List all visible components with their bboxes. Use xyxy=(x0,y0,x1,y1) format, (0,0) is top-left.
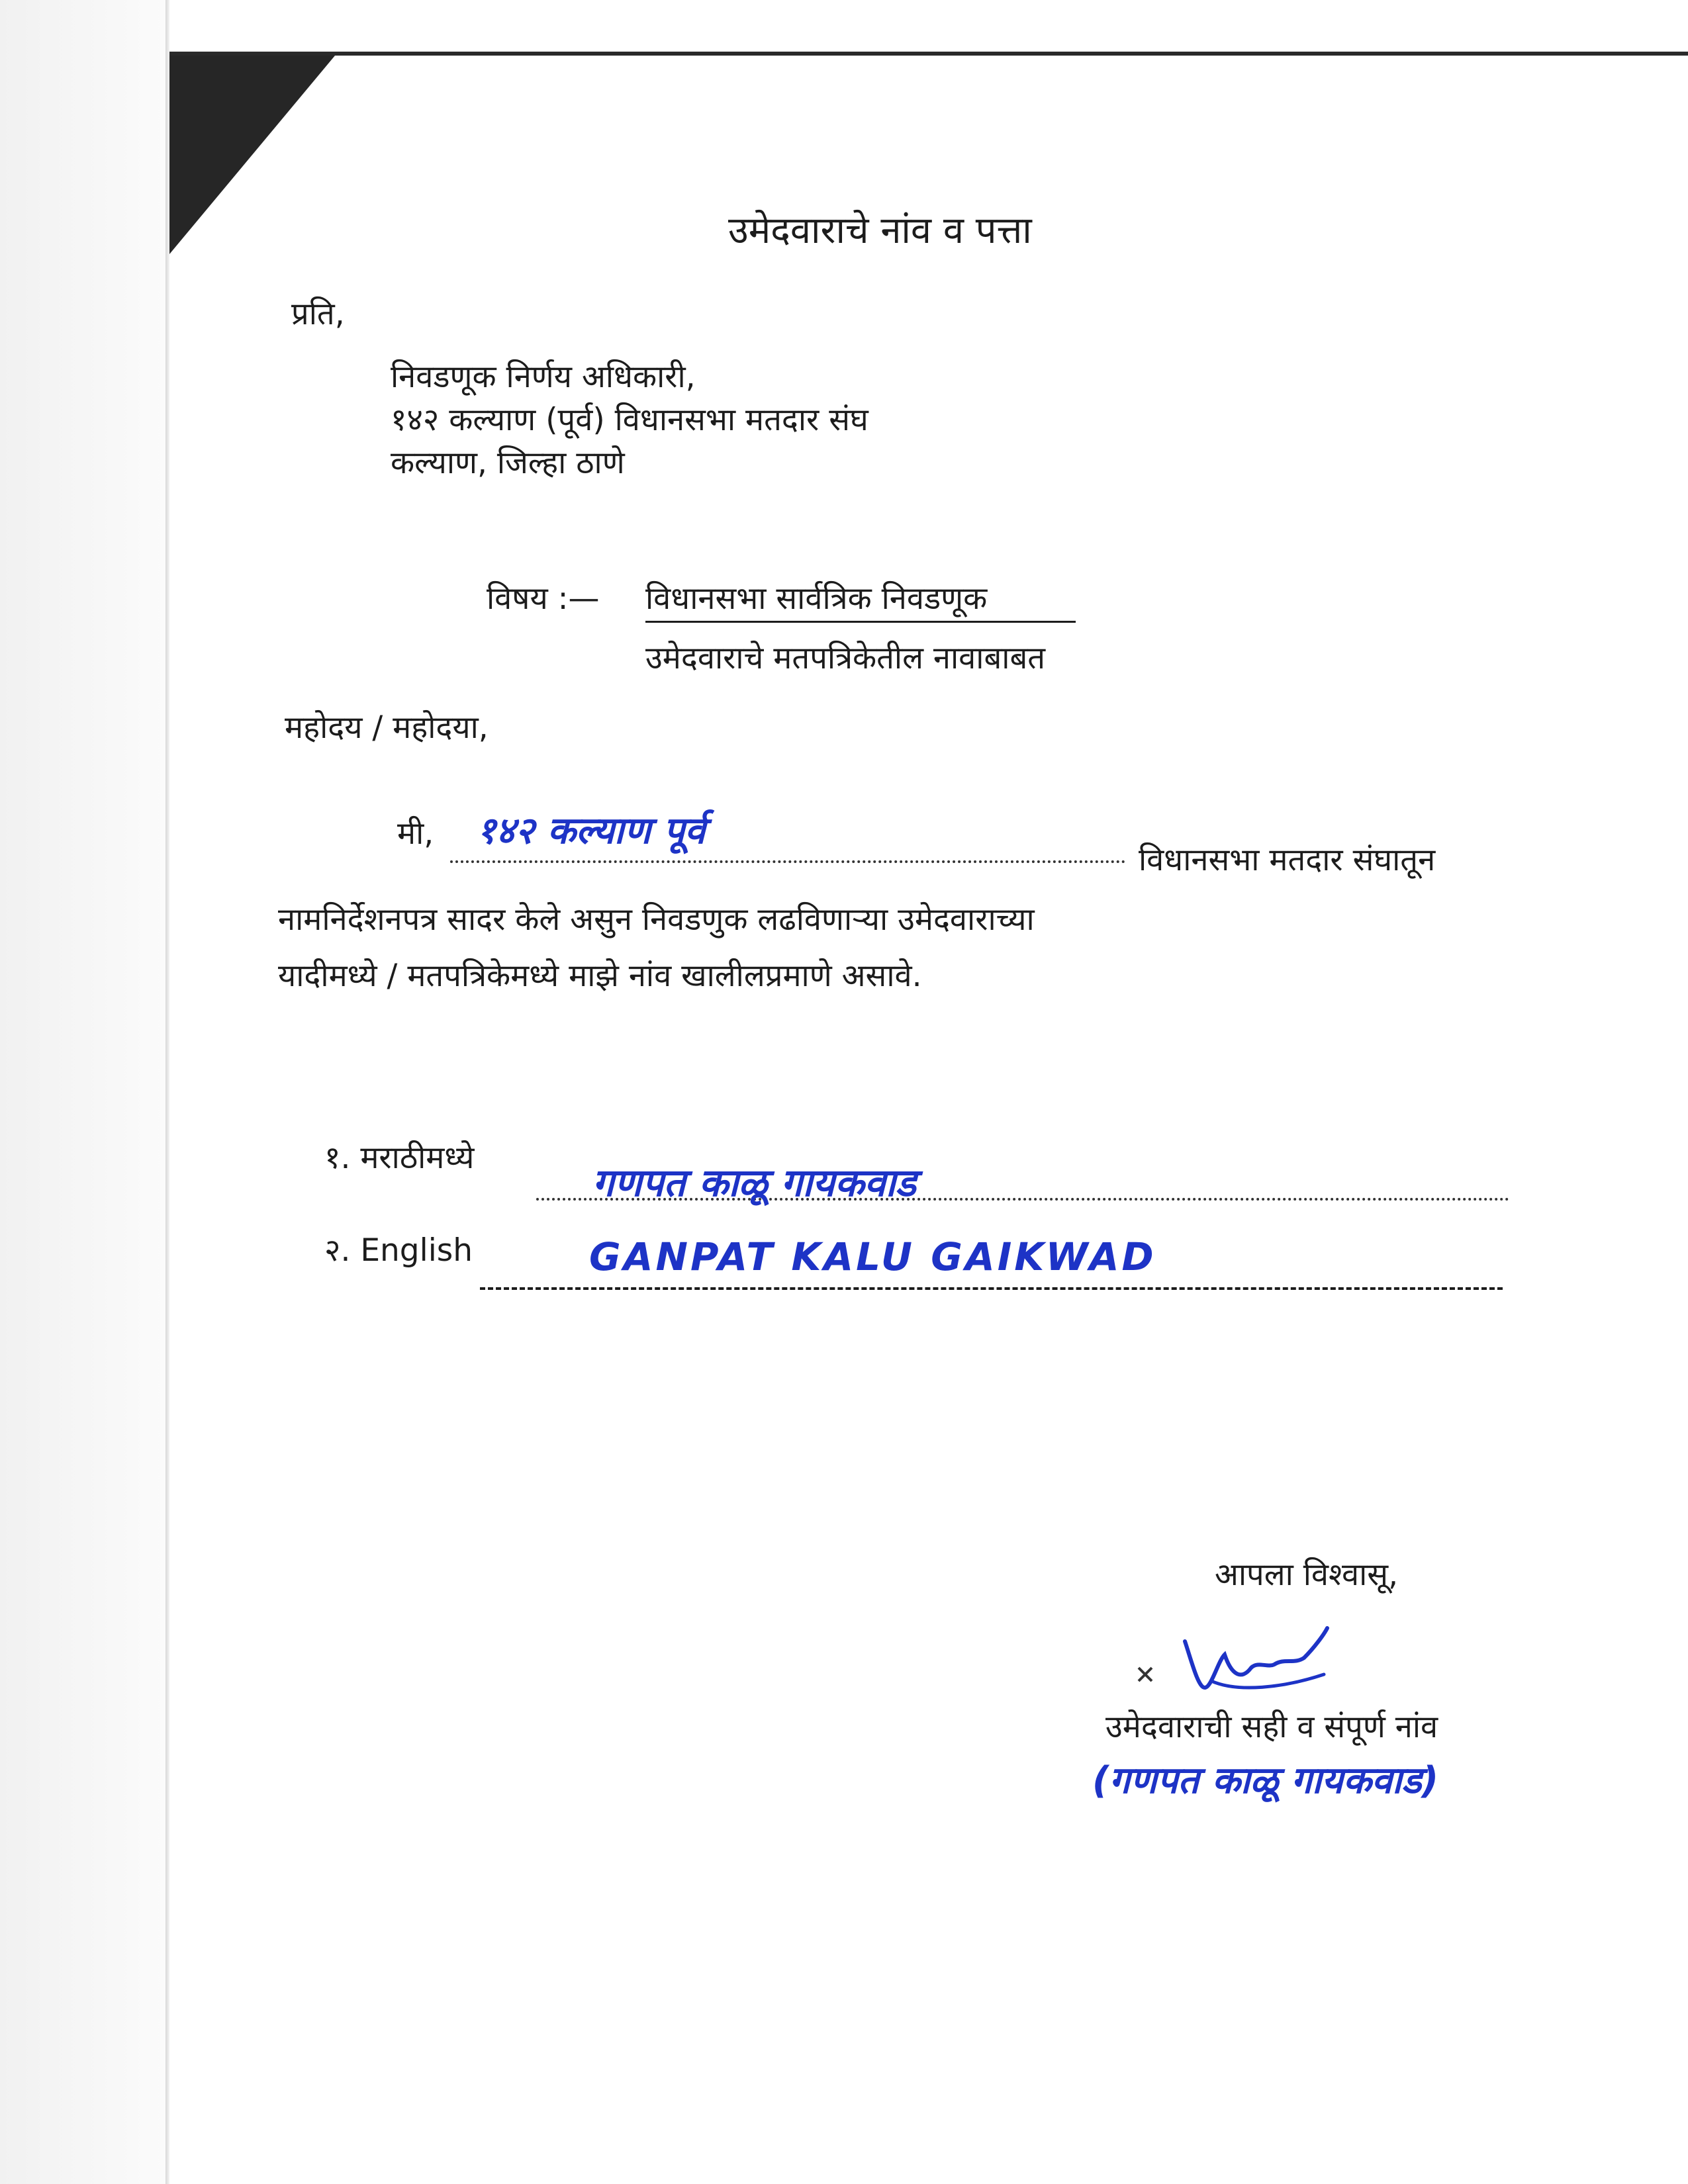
name-english-handwritten: GANPAT KALU GAIKWAD xyxy=(589,1234,1156,1279)
name-marathi-handwritten: गणपत काळू गायकवाड xyxy=(592,1160,916,1205)
subject-line-1: विधानसभा सार्वत्रिक निवडणूक xyxy=(645,580,988,617)
folded-corner xyxy=(169,56,335,254)
salutation: प्रति, xyxy=(291,296,345,332)
name-english-label: २. English xyxy=(324,1232,473,1269)
body-line-3: यादीमध्ये / मतपत्रिकेमध्ये माझे नांव खालीलप्रमाणे असावे. xyxy=(278,958,922,994)
body-prefix: मी, xyxy=(397,815,434,852)
scan-left-margin xyxy=(0,0,165,2184)
subject-underline xyxy=(645,621,1076,623)
closing-yours: आपला विश्वासू, xyxy=(1215,1557,1399,1593)
body-line-1-end: विधानसभा मतदार संघातून xyxy=(1139,842,1436,878)
addressee-line-2: १४२ कल्याण (पूर्व) विधानसभा मतदार संघ xyxy=(391,402,868,438)
page-edge xyxy=(165,0,169,2184)
body-line-2: नामनिर्देशनपत्र सादर केले असुन निवडणुक लढविणाऱ्या उमेदवाराच्या xyxy=(278,901,1035,938)
name-english-line xyxy=(480,1287,1503,1290)
constituency-handwritten: १४२ कल्याण पूर्व xyxy=(477,809,706,852)
addressee-line-1: निवडणूक निर्णय अधिकारी, xyxy=(391,359,696,395)
name-marathi-label: १. मराठीमध्ये xyxy=(324,1140,475,1176)
full-name-handwritten: (गणपत काळू गायकवाड) xyxy=(1092,1759,1439,1802)
subject-line-2: उमेदवाराचे मतपत्रिकेतील नावाबाबत xyxy=(645,640,1046,676)
constituency-fill-line xyxy=(450,860,1125,863)
greeting: महोदय / महोदया, xyxy=(285,709,489,746)
addressee-line-3: कल्याण, जिल्हा ठाणे xyxy=(391,445,625,481)
page-title: उमेदवाराचे नांव व पत्ता xyxy=(728,209,1032,252)
top-rule xyxy=(169,52,1688,56)
subject-label: विषय :— xyxy=(487,580,600,617)
signature-label: उमेदवाराची सही व संपूर्ण नांव xyxy=(1105,1709,1438,1745)
candidate-signature xyxy=(1125,1615,1357,1707)
